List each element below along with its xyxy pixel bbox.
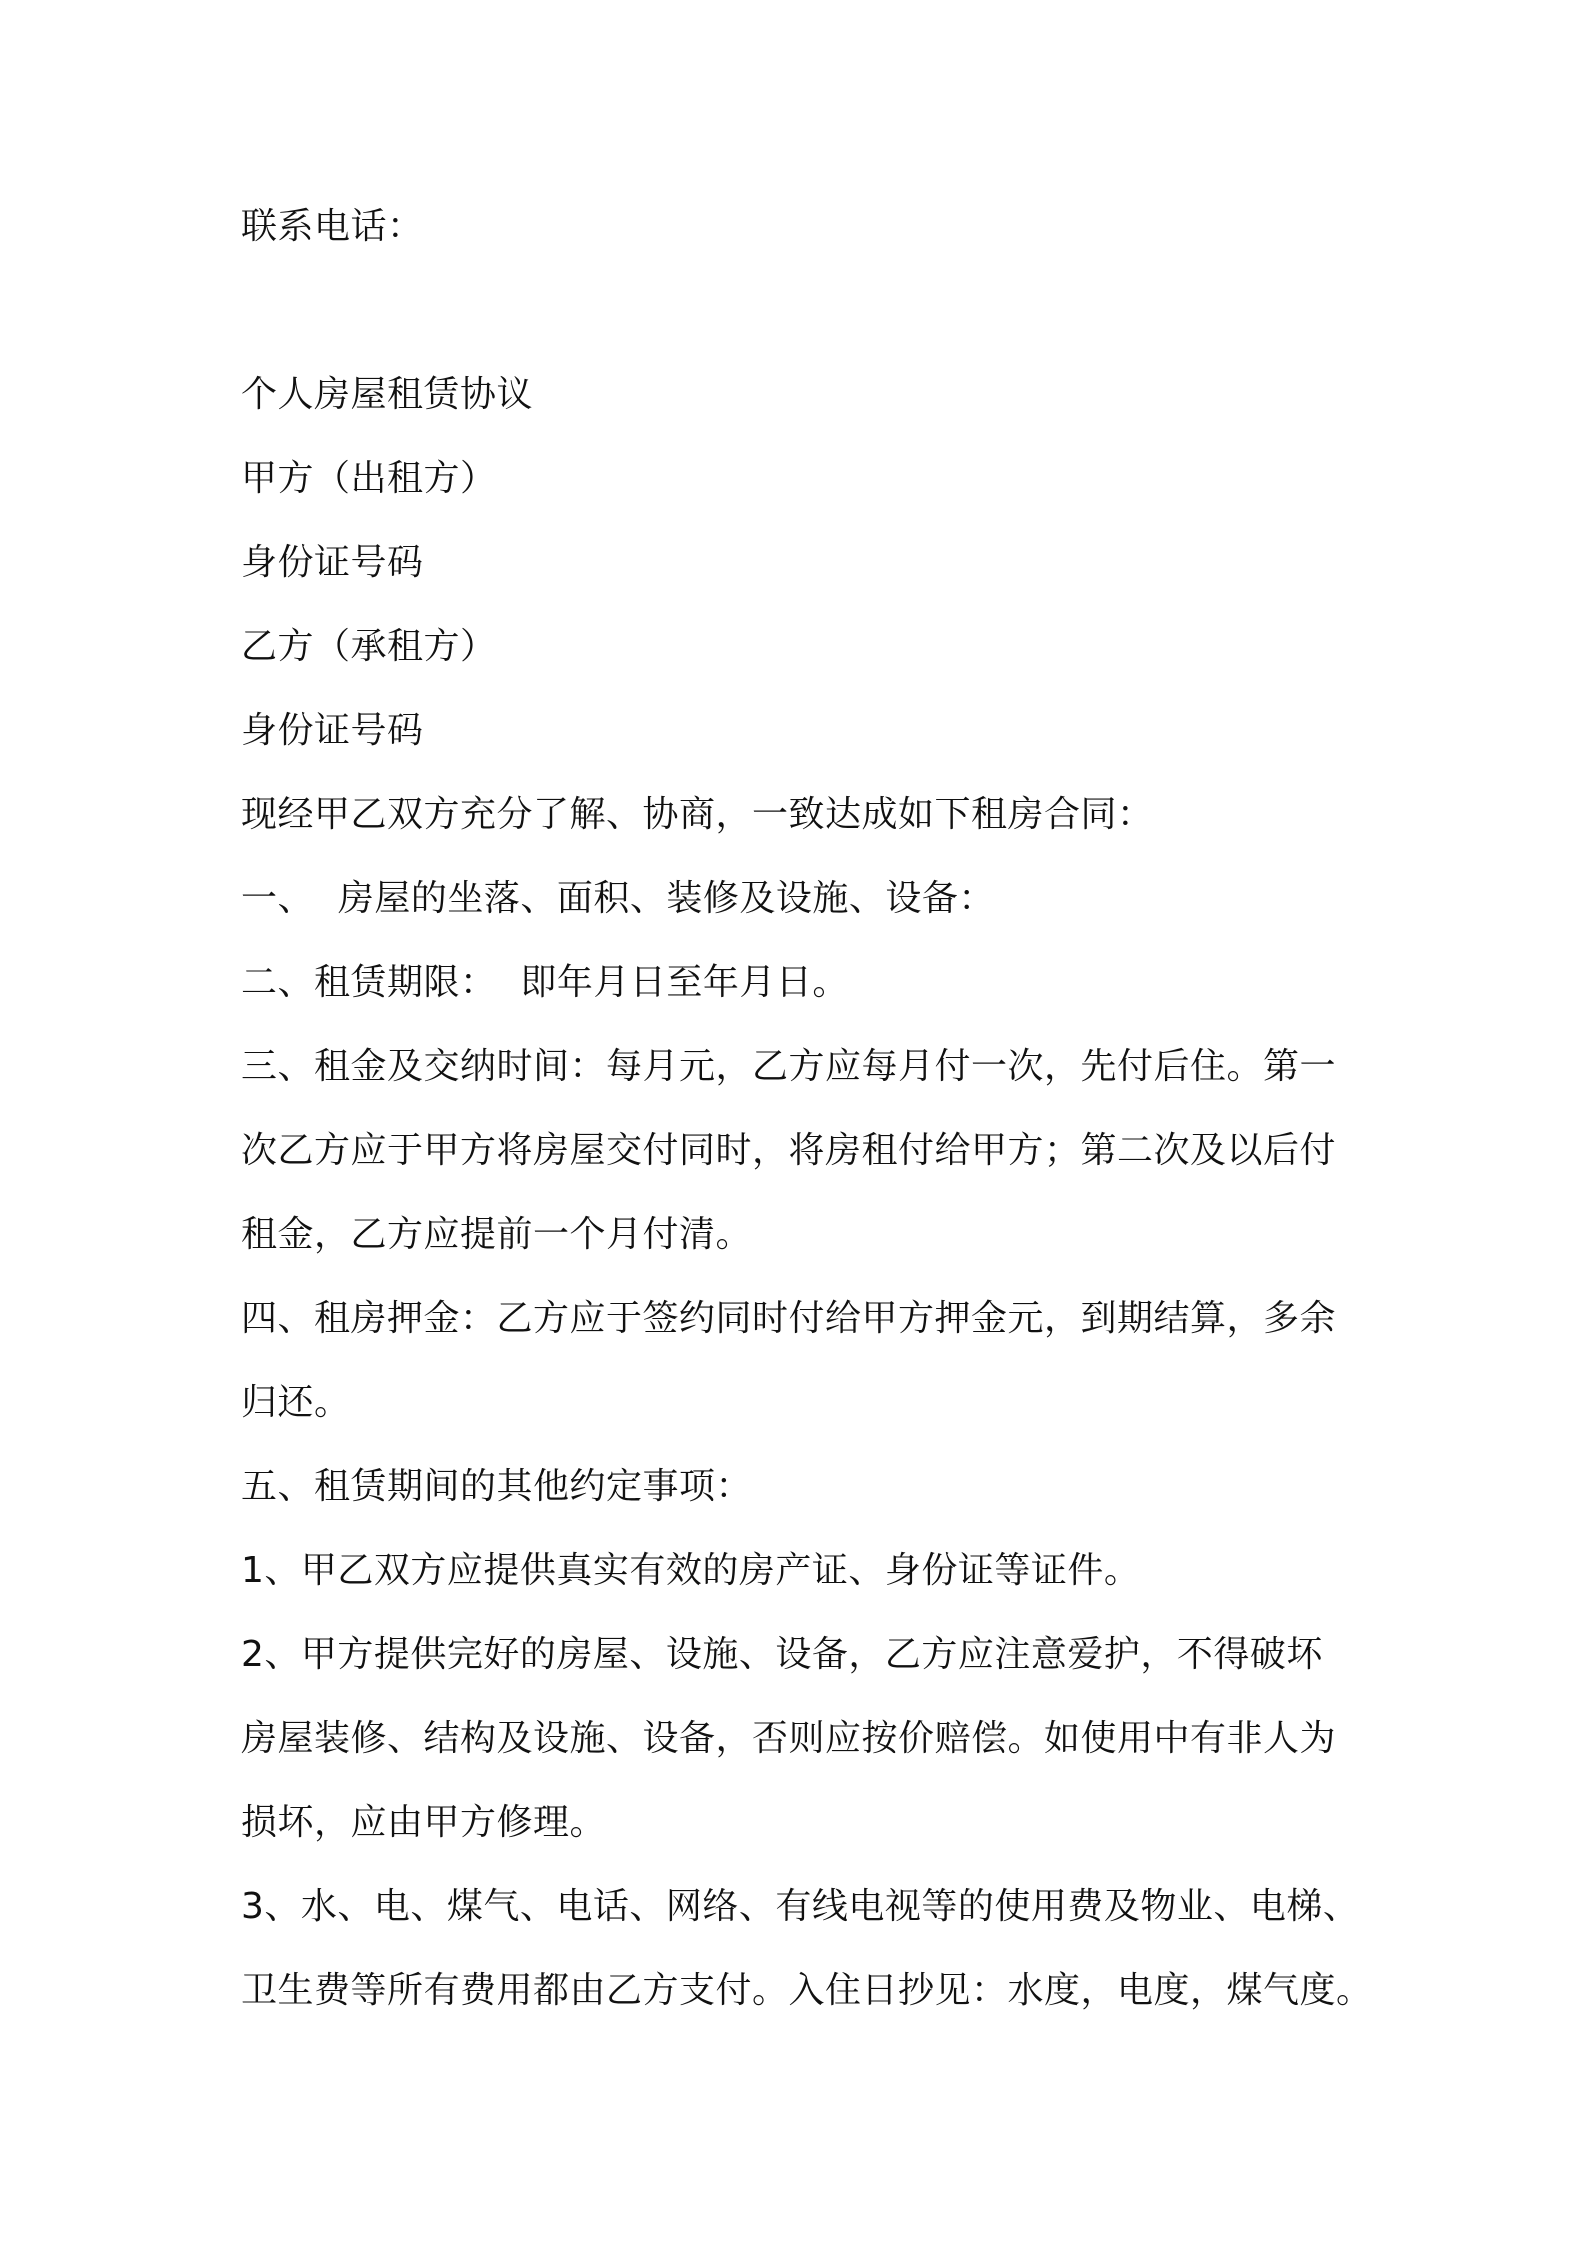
clause-4-line-1: 四、租房押金：乙方应于签约同时付给甲方押金元，到期结算，多余 bbox=[241, 1298, 1337, 1339]
clause-5: 五、租赁期间的其他约定事项： bbox=[241, 1466, 753, 1507]
item-3-line-2: 卫生费等所有费用都由乙方支付。入住日抄见：水度，电度，煤气度。 bbox=[241, 1970, 1373, 2011]
document-title: 个人房屋租赁协议 bbox=[241, 374, 534, 415]
clause-3-line-2: 次乙方应于甲方将房屋交付同时，将房租付给甲方；第二次及以后付 bbox=[241, 1130, 1337, 1171]
item-2-line-1: 2、甲方提供完好的房屋、设施、设备，乙方应注意爱护，不得破坏 bbox=[241, 1634, 1323, 1675]
contact-phone-label: 联系电话： bbox=[241, 206, 424, 247]
party-b-label: 乙方（承租方） bbox=[241, 626, 497, 667]
item-2-line-2: 房屋装修、结构及设施、设备，否则应按价赔偿。如使用中有非人为 bbox=[241, 1718, 1337, 1759]
item-2-line-3: 损坏，应由甲方修理。 bbox=[241, 1802, 607, 1843]
party-a-label: 甲方（出租方） bbox=[241, 458, 497, 499]
clause-3-line-1: 三、租金及交纳时间：每月元，乙方应每月付一次，先付后住。第一 bbox=[241, 1046, 1337, 1087]
clause-2: 二、租赁期限： 即年月日至年月日。 bbox=[241, 962, 849, 1003]
clause-4-line-2: 归还。 bbox=[241, 1382, 351, 1423]
party-a-id-label: 身份证号码 bbox=[241, 542, 424, 583]
intro-paragraph: 现经甲乙双方充分了解、协商，一致达成如下租房合同： bbox=[241, 794, 1154, 835]
item-1: 1、甲乙双方应提供真实有效的房产证、身份证等证件。 bbox=[241, 1550, 1141, 1591]
party-b-id-label: 身份证号码 bbox=[241, 710, 424, 751]
item-3-line-1: 3、水、电、煤气、电话、网络、有线电视等的使用费及物业、电梯、 bbox=[241, 1886, 1360, 1927]
clause-1: 一、 房屋的坐落、面积、装修及设施、设备： bbox=[241, 878, 995, 919]
clause-3-line-3: 租金，乙方应提前一个月付清。 bbox=[241, 1214, 753, 1255]
